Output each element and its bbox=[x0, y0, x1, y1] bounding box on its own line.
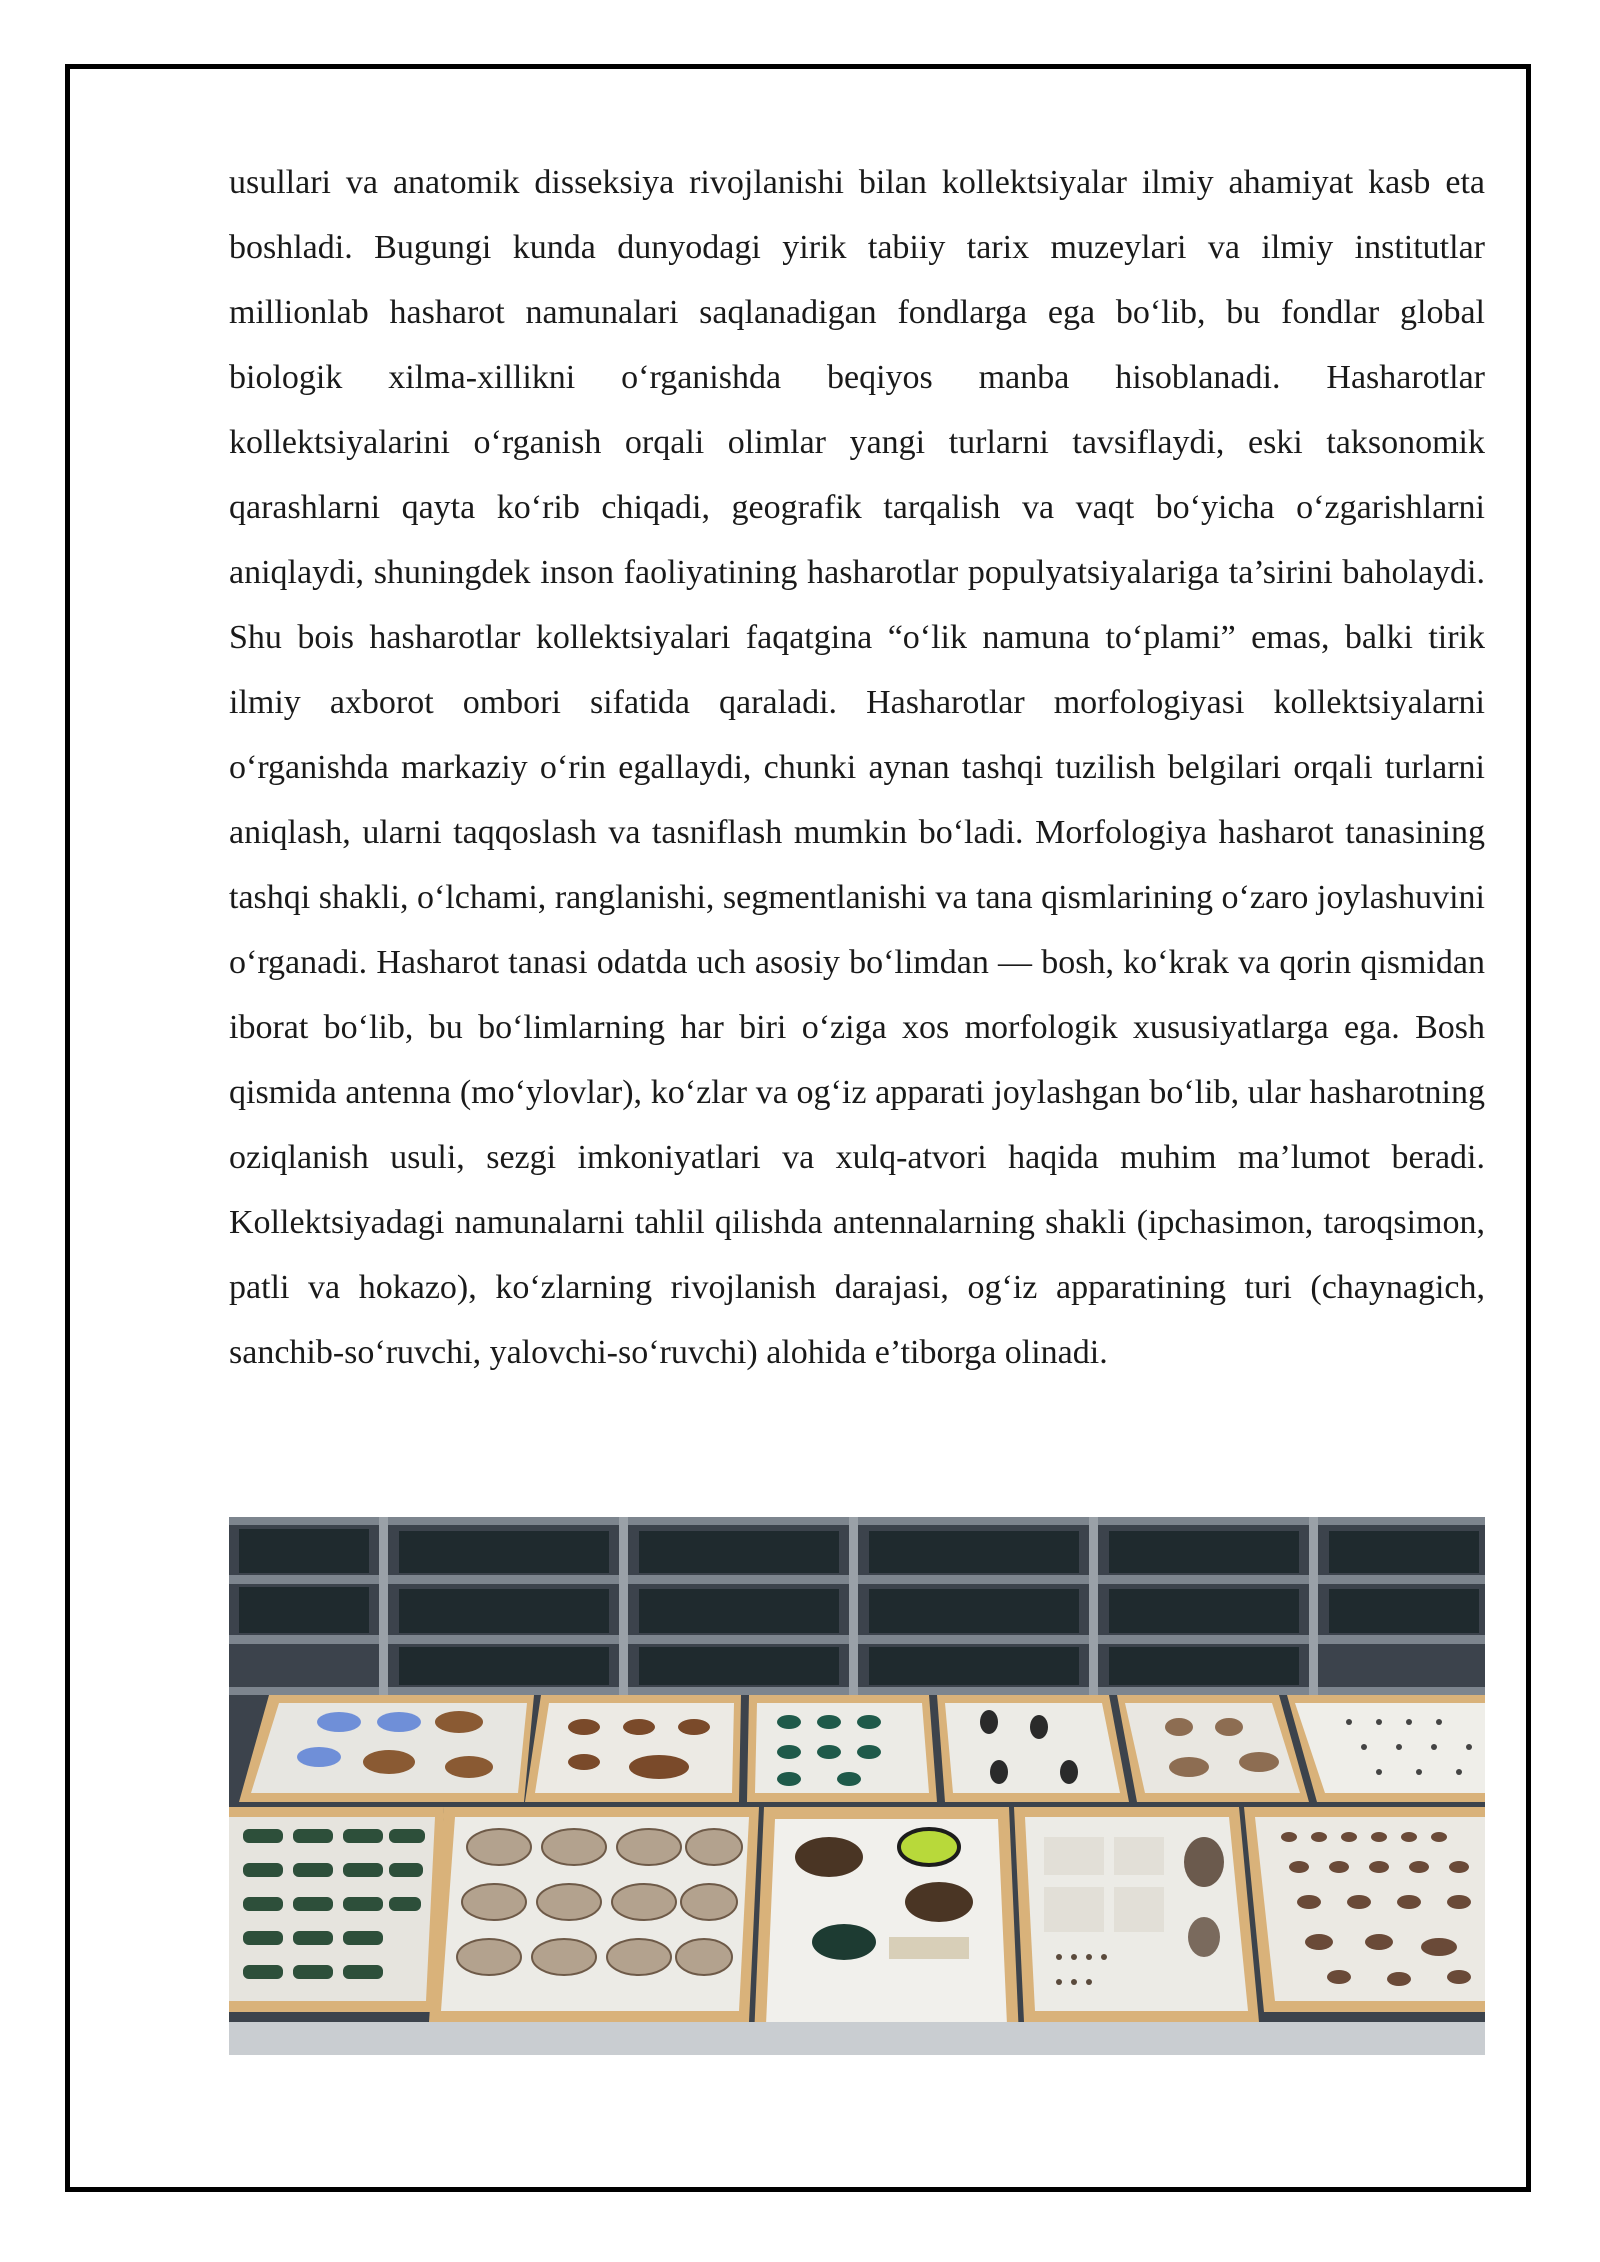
paragraph: usullari va anatomik disseksiya rivojlanishi bilan kollektsiyalar ilmiy ahamiyat kasb eta boshladi. Bugungi kunda dunyodagi yirik tabiiy tarix muzeylari va ilmiy institutlar millionlab hasharot namunalari saqlanadigan fondlarga ega bo‘lib, bu fondlar global biologik xilma-xillikni o‘rganishda beqiyos manba hisoblanadi. Hasharotlar kollektsiyalarini o‘rganish orqali olimlar yangi turlarni tavsiflaydi, eski taksonomik qarashlarni qayta ko‘rib chiqadi, geografik tarqalish va vaqt bo‘yicha o‘zgarishlarni aniqlaydi, shuningdek inson faoliyatining hasharotlar populyatsiyalariga ta’sirini baholaydi. Shu bois hasharotlar kollektsiyalari faqatgina “o‘lik namuna to‘plami” emas, balki tirik ilmiy axborot ombori sifatida qaraladi. Hasharotlar morfologiyasi kollektsiyalarni o‘rganishda markaziy o‘rin egallaydi, chunki aynan tashqi tuzilish belgilari orqali turlarni aniqlash, ularni taqqoslash va tasniflash mumkin bo‘ladi. Morfologiya hasharot tanasining tashqi shakli, o‘lchami, ranglanishi, segmentlanishi va tana qismlarining o‘zaro joylashuvini o‘rganadi. Hasharot tanasi odatda uch asosiy bo‘limdan — bosh, ko‘krak va qorin qismidan iborat bo‘lib, bu bo‘limlarning har biri o‘ziga xos morfologik xususiyatlarga ega. Bosh qismida antenna (mo‘ylovlar), ko‘zlar va og‘iz apparati joylashgan bo‘lib, ular hasharotning oziqlanish usuli, sezgi imkoniyatlari va xulq-atvori haqida muhim ma’lumot beradi. Kollektsiyadagi namunalarni tahlil qilishda antennalarning shakli (ipchasimon, taroqsimon, patli va hokazo), ko‘zlarning rivojlanish darajasi, og‘iz apparatining turi (chaynagich, sanchib-so‘ruvchi, yalovchi-so‘ruvchi) alohida e’tiborga olinadi. bbox=[229, 164, 1485, 1371]
body-text bbox=[229, 150, 1485, 1385]
insect-collection-photo bbox=[229, 1517, 1485, 2055]
